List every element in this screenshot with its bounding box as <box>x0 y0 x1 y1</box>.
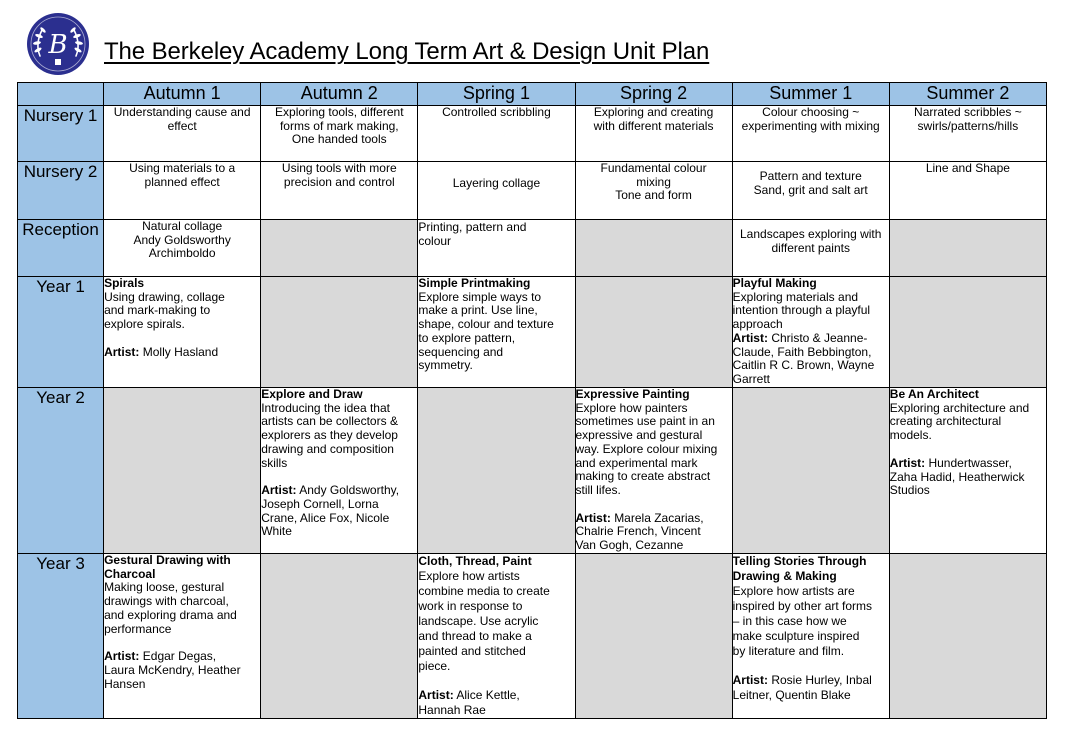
cell-text: making to create abstract <box>575 469 711 484</box>
cell-text: Tone and form <box>615 188 692 203</box>
cell-text: with different materials <box>593 118 714 133</box>
cell-text: landscape. Use acrylic <box>418 614 539 628</box>
cell-text: Explore how artists <box>418 569 520 583</box>
unit-heading: Gestural Drawing with <box>104 553 231 567</box>
cell-text: Hannah Rae <box>418 703 486 717</box>
empty-cell <box>261 277 418 388</box>
table-cell <box>889 162 1046 220</box>
empty-cell <box>104 388 261 554</box>
cell-text: and exploring drama and <box>104 607 237 622</box>
cell-text: Claude, Faith Bebbington, <box>732 344 872 359</box>
unit-cell <box>732 277 889 388</box>
row-label: Nursery 1 <box>18 106 104 162</box>
row-label: Nursery 2 <box>18 162 104 220</box>
table-cell <box>418 162 575 220</box>
unit-cell <box>889 388 1046 554</box>
cell-text: Exploring architecture and <box>889 400 1030 415</box>
spacer <box>104 332 260 346</box>
cell-text: Garrett <box>732 371 770 386</box>
cell-text: shape, colour and texture <box>418 317 554 332</box>
row-label: Year 3 <box>18 554 104 719</box>
unit-cell <box>104 277 261 388</box>
cell-text: Narrated scribbles ~ <box>914 105 1022 119</box>
table-cell <box>889 106 1046 162</box>
cell-text: sequencing and <box>418 344 504 359</box>
empty-cell <box>575 220 732 277</box>
cell-text: Leitner, Quentin Blake <box>732 688 851 702</box>
cell-text <box>418 688 574 703</box>
cell-text: Alice Kettle, <box>456 688 520 702</box>
column-header: Spring 1 <box>418 83 575 106</box>
spacer <box>576 498 732 512</box>
cell-text: Introducing the idea that <box>261 400 390 415</box>
empty-cell <box>575 554 732 719</box>
empty-cell <box>261 554 418 719</box>
empty-cell <box>261 220 418 277</box>
corner-cell <box>18 83 104 106</box>
cell-text: Using materials to a <box>129 161 236 175</box>
table-row <box>18 106 1047 162</box>
cell-text: Explore how artists are <box>732 584 855 598</box>
cell-text: Artist: <box>889 455 926 470</box>
table-cell <box>575 106 732 162</box>
cell-text: Charcoal <box>104 566 156 581</box>
table-cell <box>261 106 418 162</box>
cell-text: Artist: <box>732 673 768 687</box>
empty-cell <box>575 277 732 388</box>
cell-text: Molly Hasland <box>142 344 219 359</box>
cell-text: expressive and gestural <box>575 428 703 443</box>
cell-text: Rosie Hurley, Inbal <box>771 673 872 687</box>
cell-text: Exploring tools, different <box>275 105 404 119</box>
spacer <box>733 659 889 673</box>
unit-heading: Simple Printmaking <box>418 276 531 290</box>
spacer <box>261 470 417 484</box>
cell-text: Drawing & Making <box>732 569 837 583</box>
cell-text: White <box>261 524 292 539</box>
cell-text: Artist: <box>732 330 768 345</box>
cell-text: sometimes use paint in an <box>575 414 715 429</box>
cell-text: way. Explore colour mixing <box>575 441 718 456</box>
cell-text: Explore how painters <box>575 400 688 415</box>
cell-text: intention through a playful <box>732 303 871 318</box>
cell-text: work in response to <box>418 599 523 613</box>
cell-text: Archimboldo <box>148 246 216 261</box>
cell-text: experimenting with mixing <box>741 118 880 133</box>
cell-text: precision and control <box>283 174 395 189</box>
table-cell <box>104 220 261 277</box>
page-title: The Berkeley Academy Long Term Art & Design Unit Plan <box>104 38 710 65</box>
cell-text: Caitlin R C. Brown, Wayne <box>732 358 875 373</box>
cell-text: Layering collage <box>452 176 541 190</box>
empty-cell <box>732 388 889 554</box>
cell-text: Line and Shape <box>925 161 1010 175</box>
cell-text: creating architectural <box>889 414 1002 429</box>
empty-cell <box>889 554 1046 719</box>
cell-text: Van Gogh, Cezanne <box>575 538 684 553</box>
cell-text: Hansen <box>104 676 146 691</box>
cell-text: mixing <box>636 174 671 189</box>
table-cell <box>732 220 889 277</box>
cell-text <box>104 346 260 360</box>
empty-cell <box>889 277 1046 388</box>
cell-text <box>104 650 260 664</box>
cell-text: by literature and film. <box>732 644 845 658</box>
cell-text: Andy Goldsworthy <box>133 232 231 247</box>
cell-text: colour <box>418 234 452 248</box>
cell-text: Landscapes exploring with <box>740 227 882 241</box>
cell-text <box>890 457 1046 471</box>
column-header: Autumn 1 <box>104 83 261 106</box>
cell-text: Artist: <box>261 483 297 498</box>
table-cell <box>575 162 732 220</box>
cell-text: Laura McKendry, Heather <box>104 662 241 677</box>
cell-text: Explore simple ways to <box>418 289 542 304</box>
table-cell <box>732 106 889 162</box>
cell-text: painted and stitched <box>418 644 526 658</box>
unit-heading: Be An Architect <box>889 387 979 401</box>
unit-cell <box>575 388 732 554</box>
cell-text: Zaha Hadid, Heatherwick <box>889 469 1025 484</box>
unit-cell <box>732 554 889 719</box>
cell-text: swirls/patterns/hills <box>917 118 1019 133</box>
table-cell <box>261 162 418 220</box>
table-cell <box>104 106 261 162</box>
cell-text <box>733 673 889 688</box>
table-row <box>18 162 1047 220</box>
header-row <box>18 83 1047 106</box>
cell-text: Chalrie French, Vincent <box>575 524 701 539</box>
cell-text: Joseph Cornell, Lorna <box>261 496 379 511</box>
cell-text: Sand, grit and salt art <box>753 182 868 197</box>
table-cell <box>104 162 261 220</box>
cell-text: forms of mark making, <box>279 118 399 133</box>
unit-heading: Playful Making <box>732 276 817 290</box>
cell-text: to explore pattern, <box>418 330 516 345</box>
cell-text: Natural collage <box>142 219 223 233</box>
cell-text: artists can be collectors & <box>261 414 398 429</box>
cell-text: Colour choosing ~ <box>762 105 860 119</box>
cell-text: Using tools with more <box>281 161 397 175</box>
cell-text: Artist: <box>575 510 611 525</box>
unit-cell <box>261 388 418 554</box>
spacer <box>104 636 260 650</box>
unit-plan-table <box>17 82 1047 719</box>
unit-cell <box>418 277 575 388</box>
table-row <box>18 554 1047 719</box>
cell-text: Making loose, gestural <box>104 580 225 595</box>
cell-text: and mark-making to <box>104 303 211 318</box>
table-cell <box>418 220 575 277</box>
cell-text: piece. <box>418 659 451 673</box>
cell-text: Exploring materials and <box>732 289 859 304</box>
empty-cell <box>418 388 575 554</box>
cell-text: Fundamental colour <box>600 161 707 175</box>
cell-text <box>261 484 417 498</box>
cell-text: – in this case how we <box>732 614 847 628</box>
cell-text: drawing and composition <box>261 441 394 456</box>
column-header: Summer 1 <box>732 83 889 106</box>
cell-text: inspired by other art forms <box>732 599 873 613</box>
table-row <box>18 220 1047 277</box>
cell-text: approach <box>732 317 783 332</box>
cell-text: make sculpture inspired <box>732 629 860 643</box>
cell-text: Marela Zacarias, <box>614 510 704 525</box>
unit-cell <box>104 554 261 719</box>
cell-text: Exploring and creating <box>593 105 714 119</box>
cell-text: Andy Goldsworthy, <box>299 483 400 498</box>
cell-text: and thread to make a <box>418 629 532 643</box>
row-label: Year 1 <box>18 277 104 388</box>
cell-text: models. <box>889 428 932 443</box>
cell-text: Hundertwasser, <box>928 455 1012 470</box>
cell-text: symmetry. <box>418 358 473 373</box>
table-cell <box>418 106 575 162</box>
cell-text: Artist: <box>418 688 454 702</box>
cell-text: One handed tools <box>291 132 387 147</box>
cell-text: and experimental mark <box>575 455 698 470</box>
table-cell <box>732 162 889 220</box>
cell-text: Christo & Jeanne- <box>771 330 868 345</box>
empty-cell <box>889 220 1046 277</box>
row-label: Reception <box>18 220 104 277</box>
cell-text: Crane, Alice Fox, Nicole <box>261 510 390 525</box>
cell-text: Artist: <box>104 649 140 664</box>
unit-heading: Spirals <box>104 276 145 290</box>
cell-text: Edgar Degas, <box>142 649 217 664</box>
cell-text: Controlled scribbling <box>442 105 551 119</box>
row-label: Year 2 <box>18 388 104 554</box>
cell-text: explorers as they develop <box>261 428 398 443</box>
unit-heading: Telling Stories Through <box>732 554 867 568</box>
cell-text: skills <box>261 455 288 470</box>
cell-text: explore spirals. <box>104 317 185 332</box>
cell-text: Printing, pattern and <box>418 220 527 234</box>
spacer <box>418 674 574 688</box>
column-header: Summer 2 <box>889 83 1046 106</box>
table-row <box>18 388 1047 554</box>
unit-heading: Cloth, Thread, Paint <box>418 554 532 568</box>
cell-text: planned effect <box>144 174 220 189</box>
unit-heading: Expressive Painting <box>575 387 690 401</box>
cell-text: still lifes. <box>575 482 621 497</box>
table-row <box>18 277 1047 388</box>
cell-text: performance <box>104 621 172 636</box>
cell-text <box>733 332 889 346</box>
cell-text: Understanding cause and <box>113 105 251 119</box>
spacer <box>890 443 1046 457</box>
cell-text <box>576 512 732 526</box>
school-crest-logo <box>26 12 90 76</box>
cell-text: Studios <box>889 483 930 498</box>
cell-text: Pattern and texture <box>759 169 862 183</box>
cell-text: Artist: <box>104 344 140 359</box>
column-header: Autumn 2 <box>261 83 418 106</box>
cell-text: effect <box>167 118 197 133</box>
cell-text: drawings with charcoal, <box>104 594 229 609</box>
cell-text: make a print. Use line, <box>418 303 538 318</box>
cell-text: different paints <box>771 240 850 255</box>
logo-letter: B <box>48 30 68 60</box>
cell-text: combine media to create <box>418 584 550 598</box>
column-header: Spring 2 <box>575 83 732 106</box>
cell-text: Using drawing, collage <box>104 289 225 304</box>
unit-cell <box>418 554 575 719</box>
unit-heading: Explore and Draw <box>261 387 363 401</box>
